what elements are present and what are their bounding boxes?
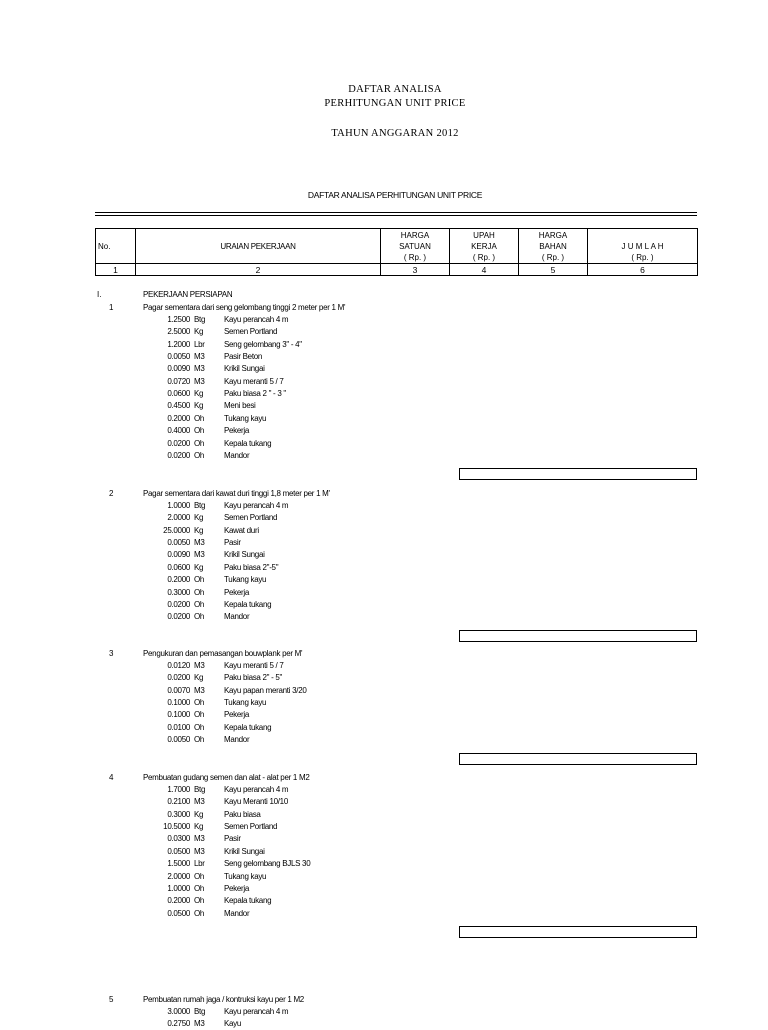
material-row (0, 351, 768, 363)
material-row (0, 784, 768, 796)
material-row (0, 908, 768, 920)
material-qty: 1.2000 (167, 339, 190, 349)
material-row (0, 525, 768, 537)
material-desc: Pekerja (224, 710, 250, 720)
material-unit: Oh (194, 883, 205, 893)
item-number: 2 (109, 489, 114, 498)
material-desc: Kayu meranti 5 / 7 (224, 376, 284, 386)
material-desc: Pekerja (224, 883, 250, 893)
material-unit: Kg (194, 562, 204, 572)
material-desc: Kayu perancah 4 m (224, 785, 289, 794)
item-number: 4 (109, 773, 114, 782)
material-qty: 0.0120 (167, 661, 190, 670)
item-number: 3 (109, 649, 114, 658)
material-row (0, 388, 768, 400)
material-unit: Oh (194, 413, 205, 423)
item-number: 1 (109, 303, 114, 312)
material-desc: Mandor (224, 450, 250, 460)
material-qty: 0.0500 (167, 846, 190, 856)
material-desc: Kayu perancah 4 m (224, 315, 289, 324)
material-row (0, 833, 768, 845)
col-upah-kerja-l1: UPAH (473, 230, 495, 240)
material-desc: Tukang kayu (224, 871, 267, 881)
material-desc: Krikil Sungai (224, 550, 265, 560)
col-number-5: 5 (519, 264, 588, 276)
material-row (0, 413, 768, 425)
material-qty: 0.3000 (167, 809, 190, 819)
material-desc: Pasir Beton (224, 352, 263, 362)
material-qty: 0.2750 (167, 1019, 190, 1029)
material-unit: Oh (194, 587, 205, 597)
material-qty: 1.0000 (167, 501, 190, 510)
material-row (0, 846, 768, 858)
item-title: Pagar sementara dari seng gelombang tinggi 2 meter per 1 M' (143, 303, 346, 312)
material-desc: Tukang kayu (224, 413, 267, 423)
material-qty: 25.0000 (163, 525, 190, 535)
material-qty: 0.0200 (167, 438, 190, 448)
material-desc: Semen Portland (224, 822, 278, 831)
material-qty: 0.0070 (167, 685, 190, 695)
material-desc: Krikil Sungai (224, 364, 265, 374)
material-qty: 0.0500 (167, 908, 190, 918)
material-qty: 1.0000 (167, 883, 190, 893)
item-number: 5 (109, 995, 114, 1004)
col-number-3: 3 (381, 264, 450, 276)
col-jumlah-header (588, 229, 698, 264)
material-row (0, 549, 768, 561)
material-qty: 0.0200 (167, 599, 190, 609)
material-qty: 0.3000 (167, 587, 190, 597)
material-row (0, 809, 768, 821)
material-unit: Oh (194, 612, 205, 622)
material-qty: 1.2500 (167, 315, 190, 324)
material-qty: 0.0300 (167, 834, 190, 844)
material-row (0, 314, 768, 326)
doc-year-line: TAHUN ANGGARAN 2012 (331, 128, 459, 139)
col-jumlah-l1: J U M L A H (621, 241, 664, 251)
material-row (0, 895, 768, 907)
col-harga-satuan-l2: SATUAN (399, 241, 431, 251)
material-row (0, 512, 768, 524)
col-harga-bahan-l3: ( Rp. ) (541, 252, 565, 262)
material-qty: 0.0200 (167, 673, 190, 683)
col-number-4: 4 (450, 264, 519, 276)
material-desc: Mandor (224, 735, 250, 745)
material-unit: Oh (194, 735, 205, 745)
col-harga-satuan-l1: HARGA (400, 230, 430, 240)
col-harga-bahan-header (519, 229, 588, 264)
material-unit: M3 (194, 364, 205, 374)
material-desc: Kayu perancah 4 m (224, 501, 289, 510)
material-desc: Seng gelombang 3" - 4" (224, 339, 302, 349)
material-row (0, 1018, 768, 1030)
material-unit: Oh (194, 722, 205, 732)
material-desc: Paku biasa 2" - 5" (224, 673, 283, 683)
material-qty: 2.5000 (167, 327, 190, 337)
material-row (0, 500, 768, 512)
material-unit: Kg (194, 809, 204, 819)
col-upah-kerja-l2: KERJA (471, 241, 497, 251)
col-harga-satuan-header (381, 229, 450, 264)
material-qty: 0.2000 (167, 413, 190, 423)
material-row (0, 400, 768, 412)
material-unit: Btg (194, 1007, 206, 1016)
material-unit: Kg (194, 525, 204, 535)
material-qty: 0.0600 (167, 562, 190, 572)
material-unit: M3 (194, 797, 205, 807)
material-row (0, 722, 768, 734)
material-desc: Tukang kayu (224, 698, 267, 707)
material-row (0, 821, 768, 833)
subtotal-box (459, 468, 697, 480)
col-number-6: 6 (588, 264, 698, 276)
doc-title-line1: DAFTAR ANALISA (348, 84, 442, 95)
material-qty: 0.1000 (167, 710, 190, 720)
material-qty: 0.0050 (167, 352, 190, 362)
item-title: Pengukuran dan pemasangan bouwplank per M' (143, 649, 303, 658)
material-unit: Oh (194, 871, 205, 881)
material-qty: 0.2000 (167, 896, 190, 906)
material-desc: Semen Portland (224, 327, 278, 337)
material-unit: Kg (194, 327, 204, 337)
material-desc: Semen Portland (224, 513, 278, 523)
material-qty: 0.0200 (167, 450, 190, 460)
material-qty: 0.0720 (167, 376, 190, 386)
col-number-1: 1 (96, 264, 136, 276)
material-unit: Lbr (194, 339, 205, 349)
material-row (0, 660, 768, 672)
material-desc: Kepala tukang (224, 438, 272, 448)
material-desc: Pasir (224, 834, 241, 844)
material-row (0, 425, 768, 437)
material-qty: 1.7000 (167, 785, 190, 794)
material-desc: Kayu Meranti 10/10 (224, 797, 288, 807)
subtotal-box (459, 926, 697, 938)
material-qty: 10.5000 (163, 822, 190, 831)
material-desc: Krikil Sungai (224, 846, 265, 856)
material-qty: 0.0100 (167, 722, 190, 732)
material-desc: Kayu perancah 4 m (224, 1007, 289, 1016)
material-desc: Pekerja (224, 587, 250, 597)
section-title: PEKERJAAN PERSIAPAN (143, 290, 233, 299)
material-unit: Kg (194, 389, 204, 399)
material-desc: Tukang kayu (224, 575, 267, 585)
material-unit: M3 (194, 1019, 205, 1029)
material-qty: 0.2100 (167, 797, 190, 807)
col-harga-bahan-l1: HARGA (538, 230, 568, 240)
material-unit: Oh (194, 438, 205, 448)
material-desc: Kepala tukang (224, 599, 272, 609)
col-jumlah-l2: ( Rp. ) (631, 252, 654, 262)
material-unit: Oh (194, 908, 205, 918)
material-row (0, 339, 768, 351)
material-unit: M3 (194, 376, 205, 386)
subtotal-box (459, 753, 697, 765)
material-unit: M3 (194, 834, 205, 844)
material-unit: M3 (194, 661, 205, 670)
material-unit: Lbr (194, 859, 205, 869)
material-qty: 0.0050 (167, 538, 190, 547)
material-qty: 0.4500 (167, 401, 190, 411)
material-qty: 0.0090 (167, 550, 190, 560)
material-row (0, 438, 768, 450)
material-desc: Paku biasa 2 " - 3 " (224, 389, 286, 399)
material-unit: M3 (194, 538, 205, 547)
subtotal-box (459, 630, 697, 642)
col-harga-bahan-l2: BAHAN (539, 241, 567, 251)
material-row (0, 611, 768, 623)
header-rule-top (95, 212, 697, 213)
material-desc: Pekerja (224, 426, 250, 436)
material-unit: Kg (194, 401, 204, 411)
material-qty: 0.0600 (167, 389, 190, 399)
material-row (0, 574, 768, 586)
material-row (0, 697, 768, 709)
material-row (0, 858, 768, 870)
material-unit: Oh (194, 450, 205, 460)
material-qty: 0.1000 (167, 698, 190, 707)
material-unit: Btg (194, 501, 206, 510)
material-unit: Kg (194, 673, 204, 683)
material-unit: M3 (194, 352, 205, 362)
col-no-header: No. (96, 229, 136, 264)
material-row (0, 562, 768, 574)
col-number-2: 2 (136, 264, 381, 276)
material-desc: Kayu (224, 1019, 242, 1029)
header-rule-bottom (95, 215, 697, 216)
column-header-table (95, 228, 698, 276)
material-unit: Btg (194, 785, 206, 794)
material-desc: Kawat duri (224, 525, 259, 535)
material-qty: 2.0000 (167, 871, 190, 881)
material-desc: Kepala tukang (224, 896, 272, 906)
material-desc: Mandor (224, 612, 250, 622)
material-unit: Btg (194, 315, 206, 324)
col-uraian-header: URAIAN PEKERJAAN (136, 229, 381, 264)
material-unit: Oh (194, 710, 205, 720)
material-row (0, 326, 768, 338)
material-desc: Kayu papan meranti 3/20 (224, 685, 307, 695)
material-row (0, 685, 768, 697)
material-unit: Oh (194, 698, 205, 707)
doc-subtitle: DAFTAR ANALISA PERHITUNGAN UNIT PRICE (307, 190, 483, 200)
material-row (0, 363, 768, 375)
material-row (0, 883, 768, 895)
section-number: I. (97, 290, 102, 299)
item-title: Pembuatan gudang semen dan alat - alat per 1 M2 (143, 773, 310, 782)
material-row (0, 734, 768, 746)
material-unit: Kg (194, 822, 204, 831)
material-desc: Paku biasa (224, 809, 261, 819)
material-row (0, 537, 768, 549)
material-row (0, 1006, 768, 1018)
material-unit: Oh (194, 426, 205, 436)
material-row (0, 376, 768, 388)
col-harga-satuan-l3: ( Rp. ) (403, 252, 427, 262)
col-upah-kerja-header (450, 229, 519, 264)
material-unit: M3 (194, 550, 205, 560)
material-desc: Meni besi (224, 401, 256, 411)
col-upah-kerja-l3: ( Rp. ) (472, 252, 496, 262)
material-row (0, 709, 768, 721)
material-qty: 0.0050 (167, 735, 190, 745)
material-row (0, 796, 768, 808)
material-qty: 0.0090 (167, 364, 190, 374)
material-desc: Paku biasa 2"-5" (224, 562, 279, 572)
material-qty: 0.4000 (167, 426, 190, 436)
material-unit: Oh (194, 599, 205, 609)
material-unit: Kg (194, 513, 204, 523)
material-qty: 1.5000 (167, 859, 190, 869)
material-row (0, 450, 768, 462)
material-qty: 0.0200 (167, 612, 190, 622)
material-unit: M3 (194, 846, 205, 856)
material-qty: 0.2000 (167, 575, 190, 585)
material-desc: Kepala tukang (224, 722, 272, 732)
material-row (0, 587, 768, 599)
material-row (0, 599, 768, 611)
doc-title-line2: PERHITUNGAN UNIT PRICE (324, 98, 466, 109)
material-row (0, 871, 768, 883)
item-title: Pembuatan rumah jaga / kontruksi kayu per 1 M2 (143, 995, 304, 1004)
material-qty: 3.0000 (167, 1007, 190, 1016)
material-desc: Seng gelombang BJLS 30 (224, 859, 311, 869)
material-unit: Oh (194, 575, 205, 585)
material-desc: Mandor (224, 908, 250, 918)
material-desc: Pasir (224, 538, 241, 547)
material-unit: Oh (194, 896, 205, 906)
material-unit: M3 (194, 685, 205, 695)
material-qty: 2.0000 (167, 513, 190, 523)
material-desc: Kayu meranti 5 / 7 (224, 661, 284, 670)
material-row (0, 672, 768, 684)
item-title: Pagar sementara dari kawat duri tinggi 1,8 meter per 1 M' (143, 489, 330, 498)
